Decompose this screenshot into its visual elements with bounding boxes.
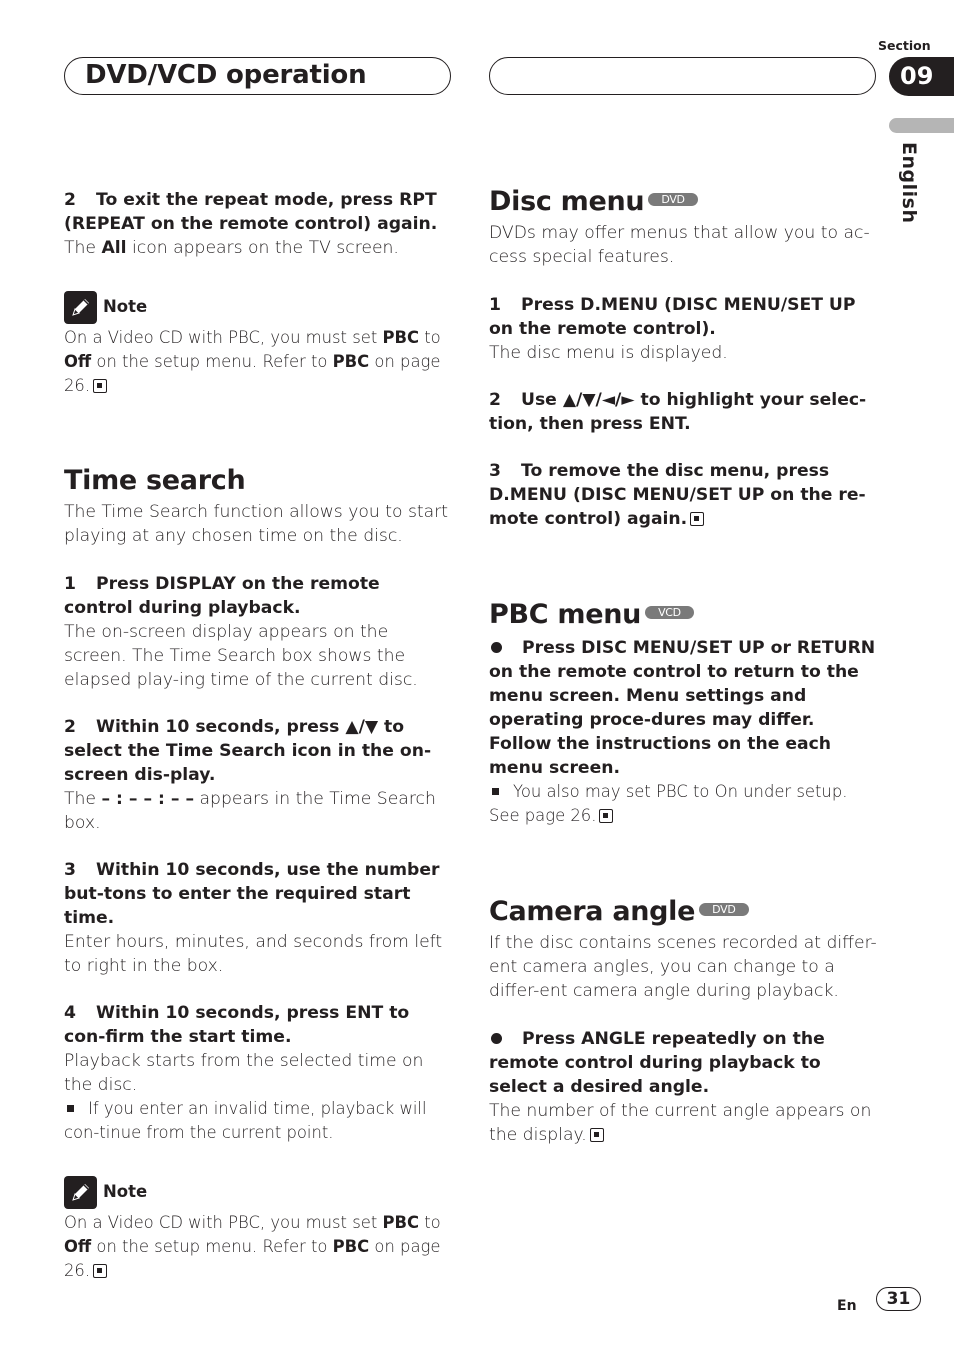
language-label: English xyxy=(898,142,920,224)
pencil-icon xyxy=(64,1176,97,1209)
time-search-heading: Time search xyxy=(64,465,246,496)
note-header xyxy=(64,1175,454,1209)
section-label: Section xyxy=(878,38,931,53)
time-search-step-1: 1 Press DISPLAY on the remote control during playback. xyxy=(64,574,380,618)
right-column xyxy=(489,186,881,1147)
time-search-step-1-body: The on-screen display appears on the screen. The Time Search box shows the elapsed play-ing time of the current disc. xyxy=(64,622,418,690)
square-bullet-icon xyxy=(67,1105,74,1112)
page-title: DVD/VCD operation xyxy=(85,60,367,90)
disc-menu-intro: DVDs may offer menus that allow you to ac-cess special features. xyxy=(489,223,870,267)
dvd-badge: DVD xyxy=(648,193,697,206)
end-mark-icon xyxy=(590,1128,604,1142)
end-mark-icon xyxy=(690,512,704,526)
square-bullet-icon xyxy=(492,788,499,795)
end-mark-icon xyxy=(599,809,613,823)
disc-menu-heading: Disc menu DVD xyxy=(489,186,881,218)
note-header xyxy=(64,290,454,324)
camera-angle-step: Press ANGLE repeatedly on the remote control during playback to select a desired angle. xyxy=(489,1029,825,1097)
end-mark-icon xyxy=(93,1264,107,1278)
round-bullet-icon xyxy=(491,1033,502,1044)
disc-menu-step-1-body: The disc menu is displayed. xyxy=(489,343,728,363)
camera-angle-step-body: The number of the current angle appears on the display. xyxy=(489,1101,872,1145)
section-number-badge: 09 xyxy=(889,57,954,96)
repeat-step: 2 To exit the repeat mode, press RPT (REPEAT on the remote control) again. xyxy=(64,190,438,234)
header-title-frame xyxy=(64,57,451,95)
vcd-badge: VCD xyxy=(645,606,694,619)
pbc-menu-heading: PBC menu VCD xyxy=(489,599,881,631)
round-bullet-icon xyxy=(491,642,502,653)
page-number: 31 xyxy=(876,1287,921,1311)
time-search-step-3: 3 Within 10 seconds, use the number but-tons to enter the required start time. xyxy=(64,860,440,928)
time-search-step-4: 4 Within 10 seconds, press ENT to con-firm the start time. xyxy=(64,1003,410,1047)
left-column xyxy=(64,188,454,1283)
end-mark-icon xyxy=(93,379,107,393)
note-label: Note xyxy=(103,297,148,316)
language-tab-bar xyxy=(889,118,954,133)
pbc-menu-bullet: You also may set PBC to On under setup. See page 26. xyxy=(489,782,848,825)
dvd-badge: DVD xyxy=(699,903,748,916)
footer-language-code: En xyxy=(837,1298,857,1314)
camera-angle-heading: Camera angle DVD xyxy=(489,896,881,928)
camera-angle-intro: If the disc contains scenes recorded at differ-ent camera angles, you can change to a differ-ent camera angle during playback. xyxy=(489,933,877,1001)
header-blank-frame xyxy=(489,57,876,95)
time-search-step-3-body: Enter hours, minutes, and seconds from left to right in the box. xyxy=(64,932,443,976)
note-label: Note xyxy=(103,1182,148,1201)
time-search-step-2-body: The – : – – : – – appears in the Time Search box. xyxy=(64,789,436,833)
repeat-result: The All icon appears on the TV screen. xyxy=(64,238,399,258)
note-text: On a Video CD with PBC, you must set PBC to Off on the setup menu. Refer to PBC on page 26. xyxy=(64,1213,441,1280)
time-search-step-4-bullet: If you enter an invalid time, playback will con-tinue from the current point. xyxy=(64,1099,427,1142)
time-search-step-4-body: Playback starts from the selected time on the disc. xyxy=(64,1051,424,1095)
pencil-icon xyxy=(64,291,97,324)
disc-menu-step-1: 1 Press D.MENU (DISC MENU/SET UP on the remote control). xyxy=(489,295,856,339)
time-search-intro: The Time Search function allows you to start playing at any chosen time on the disc. xyxy=(64,502,449,546)
time-search-step-2: 2 Within 10 seconds, press ▲/▼ to select the Time Search icon in the on-screen dis-play. xyxy=(64,717,432,785)
disc-menu-step-3: 3 To remove the disc menu, press D.MENU (DISC MENU/SET UP on the re-mote control) again. xyxy=(489,461,866,529)
note-text: On a Video CD with PBC, you must set PBC to Off on the setup menu. Refer to PBC on page 26. xyxy=(64,328,441,395)
disc-menu-step-2: 2 Use ▲/▼/◄/► to highlight your selec-tion, then press ENT. xyxy=(489,390,867,434)
pbc-menu-step: Press DISC MENU/SET UP or RETURN on the remote control to return to the menu screen. Menu settings and operating proce-dures may differ. Follow the instructions on the each menu screen. xyxy=(489,638,876,778)
